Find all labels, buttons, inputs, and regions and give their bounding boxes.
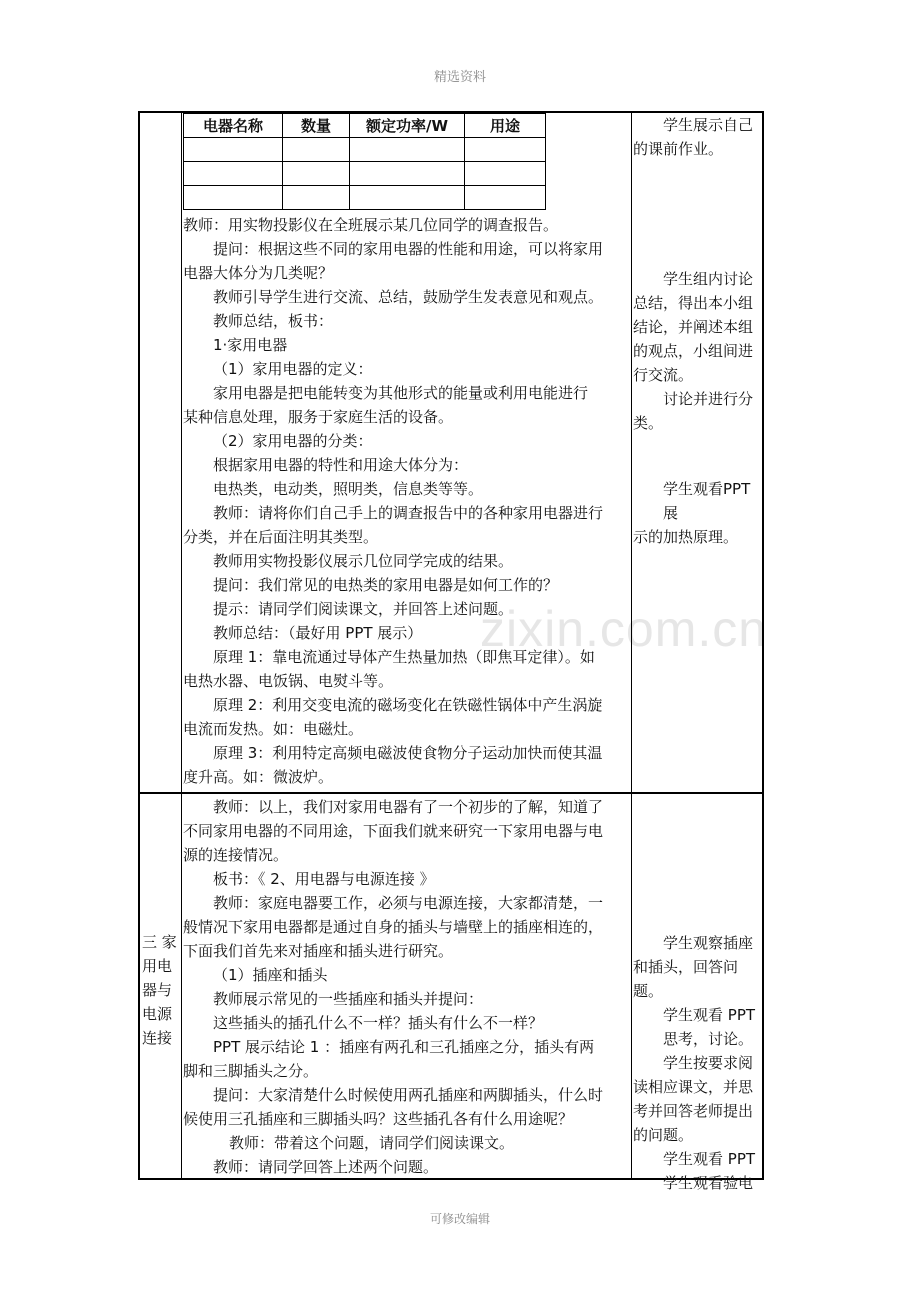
col-header-usage: 用途 <box>465 114 546 138</box>
row-divider <box>140 792 762 794</box>
section2-body <box>183 795 630 1179</box>
section-title-line: 三 家 <box>142 933 177 951</box>
text-line: 教师：家庭电器要工作，必须与电源连接，大家都清楚，一 <box>213 894 604 912</box>
text-line: 度升高。如：微波炉。 <box>183 768 334 786</box>
appliance-survey-table <box>183 113 546 210</box>
text-line: 教师引导学生进行交流、总结，鼓励学生发表意见和观点。 <box>213 288 604 306</box>
text-line: 教师：以上，我们对家用电器有了一个初步的了解，知道了 <box>213 798 604 816</box>
text-line: 电热水器、电饭锅、电熨斗等。 <box>183 672 394 690</box>
text-line: 提问：根据这些不同的家用电器的性能和用途，可以将家用 <box>213 240 604 258</box>
section1-body <box>183 213 630 789</box>
section2-student-activity <box>633 931 765 1195</box>
text-line: 原理 3：利用特定高频电磁波使食物分子运动加快而使其温 <box>213 744 603 762</box>
activity-line: 行交流。 <box>633 366 694 384</box>
table-cell <box>184 186 283 210</box>
text-line: 某种信息处理，服务于家庭生活的设备。 <box>183 408 454 426</box>
activity-line: 学生观察插座 <box>663 934 754 952</box>
activity-line: 思考，讨论。 <box>663 1030 754 1048</box>
text-line: 根据家用电器的特性和用途大体分为： <box>213 456 469 474</box>
table-row <box>184 186 546 210</box>
text-line: 教师：用实物投影仪在全班展示某几位同学的调查报告。 <box>183 216 559 234</box>
lesson-table <box>138 111 764 1192</box>
section-title-line: 器与 <box>142 981 173 999</box>
watermark: zixin.com.cn <box>480 601 768 657</box>
table-cell <box>465 186 546 210</box>
activity-line: 学生观看 PPT <box>663 1150 756 1168</box>
text-line: 教师总结，板书： <box>213 312 334 330</box>
table-cell <box>350 186 465 210</box>
text-line: 教师总结：（最好用 PPT 展示） <box>213 624 423 642</box>
section1-student-activity <box>633 113 765 549</box>
activity-line: 的课前作业。 <box>633 140 724 158</box>
text-line: 电流而发热。如：电磁灶。 <box>183 720 364 738</box>
text-line: 不同家用电器的不同用途，下面我们就来研究一下家用电器与电 <box>183 822 604 840</box>
activity-line: 学生按要求阅 <box>663 1054 754 1072</box>
activity-line: 和插头，回答问题。 <box>633 958 739 1000</box>
text-line: 这些插头的插孔什么不一样？插头有什么不一样？ <box>213 1014 544 1032</box>
text-line: 家用电器是把电能转变为其他形式的能量或利用电能进行 <box>213 384 589 402</box>
text-line: 提问：我们常见的电热类的家用电器是如何工作的？ <box>213 576 559 594</box>
text-line: 板书：《 2、用电器与电源连接 》 <box>213 870 435 888</box>
activity-line: 示的加热原理。 <box>633 528 739 546</box>
text-line: 脚和三脚插头之分。 <box>183 1062 319 1080</box>
text-line: 提示：请同学们阅读课文，并回答上述问题。 <box>213 600 514 618</box>
activity-line: 学生观看验电 <box>663 1174 754 1192</box>
activity-line: 总结，得出本小组 <box>633 294 754 312</box>
activity-line: 讨论并进行分 <box>663 390 754 408</box>
text-line: 提问：大家清楚什么时候使用两孔插座和两脚插头，什么时 <box>213 1086 604 1104</box>
activity-line: 读相应课文，并思 <box>633 1078 754 1096</box>
col-header-name: 电器名称 <box>184 114 283 138</box>
page-header: 精选资料 <box>433 70 486 85</box>
activity-line: 结论，并阐述本组 <box>633 318 754 336</box>
text-line: （1）家用电器的定义： <box>213 360 373 378</box>
text-line: 源的连接情况。 <box>183 846 289 864</box>
activity-line: 学生观看 PPT <box>663 1006 756 1024</box>
text-line: 教师：请将你们自己手上的调查报告中的各种家用电器进行 <box>213 504 604 522</box>
activity-line: 考并回答老师提出 <box>633 1102 754 1120</box>
activity-line: 学生观看PPT展 <box>663 480 751 522</box>
activity-line: 学生组内讨论 <box>663 270 754 288</box>
activity-line: 的问题。 <box>633 1126 694 1144</box>
text-line: 电热类，电动类，照明类，信息类等等。 <box>213 480 484 498</box>
text-line: 教师用实物投影仪展示几位同学完成的结果。 <box>213 552 514 570</box>
section-title-line: 连接 <box>142 1029 173 1047</box>
text-line: 分类，并在后面注明其类型。 <box>183 528 379 546</box>
table-cell <box>465 162 546 186</box>
table-cell <box>283 186 350 210</box>
section-title-line: 用电 <box>142 957 173 975</box>
text-line: 原理 2：利用交变电流的磁场变化在铁磁性锅体中产生涡旋 <box>213 696 603 714</box>
text-line: 候使用三孔插座和三脚插头吗？这些插孔各有什么用途呢？ <box>183 1110 574 1128</box>
table-cell <box>283 162 350 186</box>
table-row <box>184 162 546 186</box>
text-line: PPT 展示结论 1 ：插座有两孔和三孔插座之分，插头有两 <box>213 1038 595 1056</box>
text-line: 教师展示常见的一些插座和插头并提问： <box>213 990 484 1008</box>
col-header-quantity: 数量 <box>283 114 350 138</box>
text-line: 电器大体分为几类呢？ <box>183 264 334 282</box>
column-divider-right <box>631 113 632 1178</box>
text-line: 教师：带着这个问题，请同学们阅读课文。 <box>229 1134 515 1152</box>
activity-line: 学生展示自己 <box>663 116 754 134</box>
table-cell <box>184 138 283 162</box>
text-line: 教师：请同学回答上述两个问题。 <box>213 1158 439 1176</box>
table-cell <box>283 138 350 162</box>
text-line: 下面我们首先来对插座和插头进行研究。 <box>183 942 454 960</box>
table-cell <box>350 162 465 186</box>
text-line: 1·家用电器 <box>213 336 288 354</box>
text-line: （2）家用电器的分类： <box>213 432 373 450</box>
activity-line: 类。 <box>633 414 664 432</box>
table-header-row <box>184 114 546 138</box>
table-cell <box>465 138 546 162</box>
section-title-line: 电源 <box>142 1005 173 1023</box>
table-cell <box>350 138 465 162</box>
text-line: 般情况下家用电器都是通过自身的插头与墙壁上的插座相连的， <box>183 918 604 936</box>
section2-title <box>140 930 182 1050</box>
text-line: 原理 1：靠电流通过导体产生热量加热（即焦耳定律）。如 <box>213 648 595 666</box>
table-row <box>184 138 546 162</box>
table-cell <box>184 162 283 186</box>
activity-line: 的观点，小组间进 <box>633 342 754 360</box>
text-line: （1）插座和插头 <box>213 966 328 984</box>
col-header-power: 额定功率/W <box>350 114 465 138</box>
page-footer: 可修改编辑 <box>429 1212 490 1226</box>
